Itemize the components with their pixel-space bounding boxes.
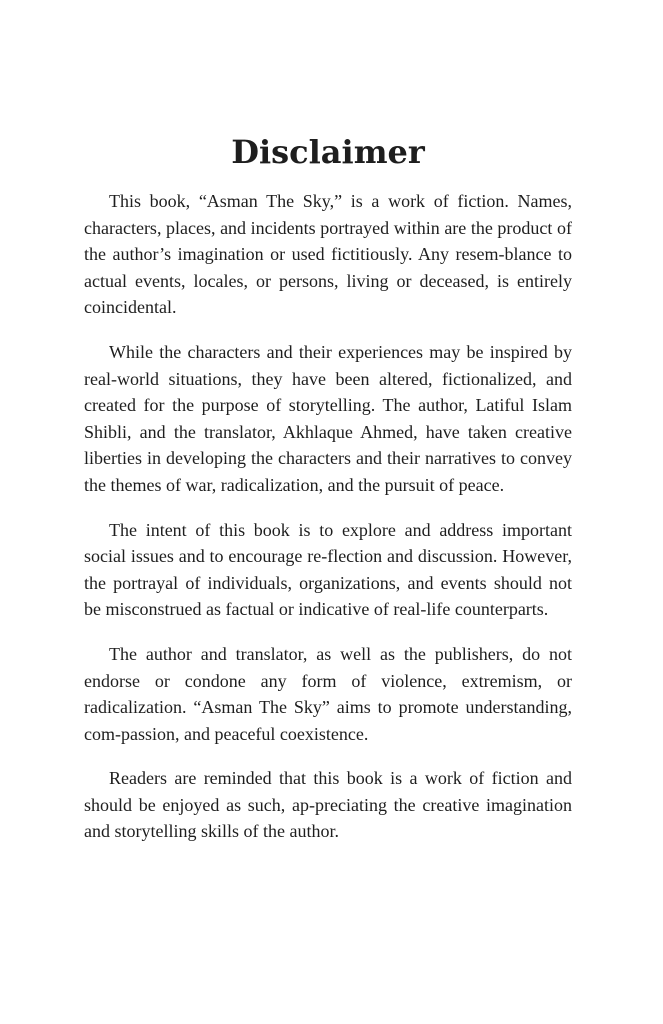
paragraph-fiction-notice: This book, “Asman The Sky,” is a work of fiction. Names, characters, places, and incidents portrayed within are the product of the author’s imagination or used fictitiously. Any resem-blance to actual events, locales, or persons, living or deceased, is entirely coincidental. [84, 191, 572, 318]
paragraph-endorsement: The author and translator, as well as the publishers, do not endorse or condone any form of violence, extremism, or radicalization. “Asman The Sky” aims to promote understanding, com-passion, and peaceful coexistence. [84, 643, 572, 744]
paragraph-characters: While the characters and their experiences may be inspired by real-world situations, they have been altered, fictionalized, and created for the purpose of storytelling. The author, Latiful Islam Shibli, and the translator, Akhlaque Ahmed, have taken creative liberties in developing the characters and their narratives to convey the themes of war, radicalization, and the pursuit of peace. [84, 341, 572, 495]
paragraph-intent: The intent of this book is to explore and address important social issues and to encourage re-flection and discussion. However, the portrayal of individuals, organizations, and events should not be misconstrued as factual or indicative of real-life counterparts. [84, 519, 572, 620]
disclaimer-page [84, 128, 572, 863]
page-title: Disclaimer [231, 133, 425, 171]
paragraph-reminder: Readers are reminded that this book is a work of fiction and should be enjoyed as such, ap-preciating the creative imagination and storytelling skills of the author. [84, 768, 572, 842]
